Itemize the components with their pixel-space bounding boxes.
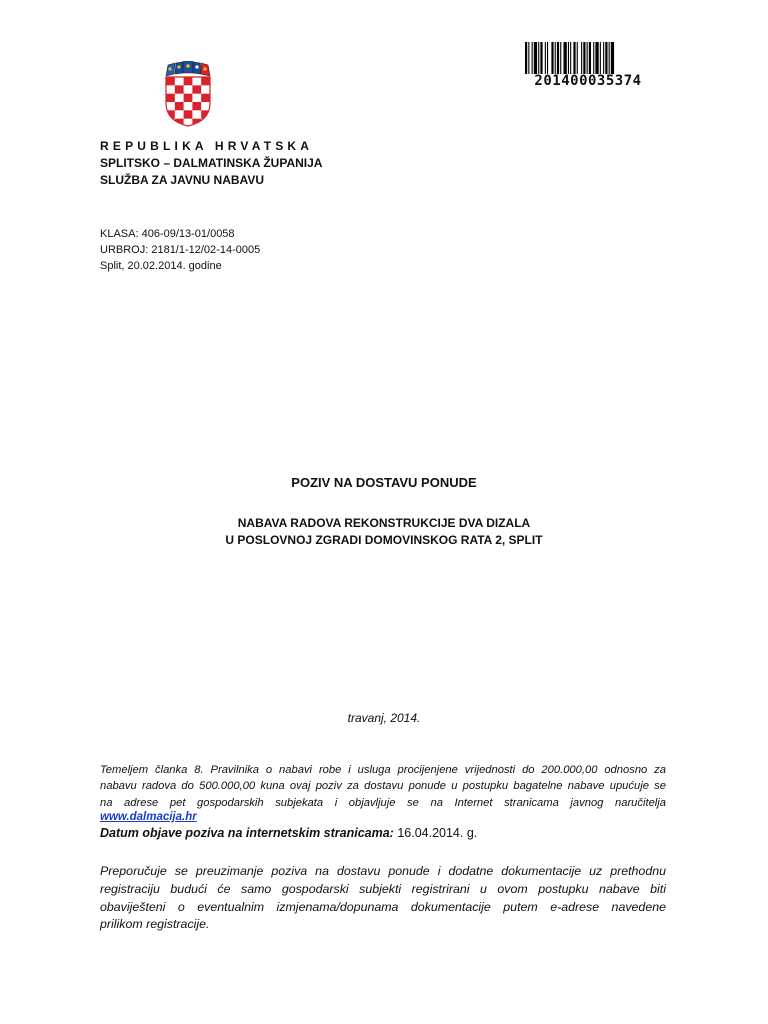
- website-link[interactable]: www.dalmacija.hr: [100, 811, 197, 823]
- registration-line-1: Preporučuje se preuzimanje poziva na dostavu ponude i dodatne dokumentacije uz prethodnu: [100, 864, 666, 878]
- barcode-number: 201400035374: [534, 73, 642, 89]
- country-name: REPUBLIKA HRVATSKA: [100, 139, 314, 153]
- intro-line-3: na adrese pet gospodarskih subjekata i objavljuje se na Internet stranicama javnog naručitelja: [100, 796, 666, 809]
- document-month: travanj, 2014.: [347, 711, 421, 725]
- service-name: SLUŽBA ZA JAVNU NABAVU: [100, 173, 264, 187]
- publication-date-value: 16.04.2014. g.: [393, 826, 478, 840]
- barcode: [525, 42, 651, 74]
- urbroj-reference: URBROJ: 2181/1-12/02-14-0005: [100, 244, 261, 256]
- publication-date-label: Datum objave poziva na internetskim stranicama:: [100, 826, 394, 840]
- county-name: SPLITSKO – DALMATINSKA ŽUPANIJA: [100, 156, 323, 170]
- intro-paragraph: [100, 762, 666, 811]
- document-title: POZIV NA DOSTAVU PONUDE: [291, 475, 477, 490]
- intro-line-2: nabavu radova do 500.000,00 kuna ovaj poziv za dostavu ponude u postupku bagatelne nabave upućuje se: [100, 780, 666, 793]
- klasa-reference: KLASA: 406-09/13-01/0058: [100, 228, 235, 240]
- registration-paragraph: [100, 863, 666, 934]
- subtitle-line-2: U POSLOVNOJ ZGRADI DOMOVINSKOG RATA 2, SPLIT: [225, 533, 543, 547]
- registration-line-4: prilikom registracije.: [100, 917, 210, 932]
- registration-line-3: obaviješteni o eventualnim izmjenama/dopunama dokumentacije putem e-adrese navedene: [100, 899, 666, 914]
- intro-line-1: Temeljem članka 8. Pravilnika o nabavi robe i usluga procijenjene vrijednosti do 200.000,00 odnosno za: [100, 764, 666, 776]
- subtitle-line-1: NABAVA RADOVA REKONSTRUKCIJE DVA DIZALA: [237, 516, 531, 530]
- place-date: Split, 20.02.2014. godine: [100, 260, 222, 272]
- publication-date-line: [100, 826, 477, 840]
- registration-line-2: registraciju budući će samo gospodarski subjekti registrirani u ovom postupku nabave biti: [100, 881, 666, 896]
- coat-crown: [166, 61, 210, 76]
- croatian-coat-of-arms: [164, 61, 212, 127]
